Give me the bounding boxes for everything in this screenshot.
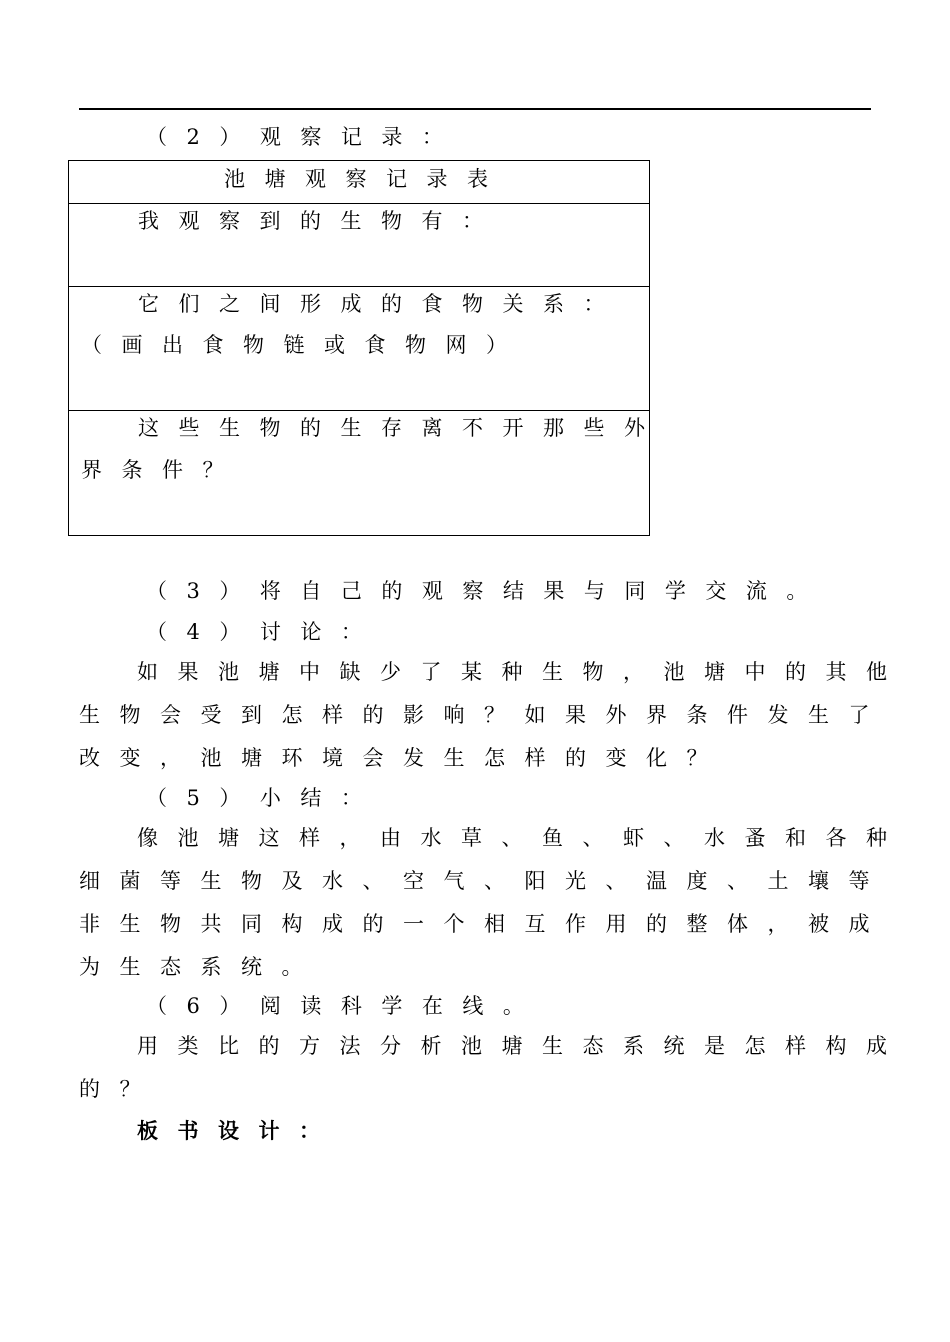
board-design-heading: 板书设计： [137,1118,340,1143]
step-3: （3）将自己的观察结果与同学交流。 [146,579,827,603]
discussion-line: 如果池塘中缺少了某种生物，池塘中的其他 [137,660,907,684]
step-6: （6）阅读科学在线。 [146,994,544,1018]
organisms-prompt: 我观察到的生物有： [138,209,503,233]
food-relations-hint: （画出食物链或食物网） [81,333,527,357]
summary-line: 细菌等生物及水、空气、阳光、温度、土壤等 [79,869,889,893]
food-relations-cell [69,287,650,411]
table-title-cell [69,161,650,204]
observation-table [68,160,665,536]
discussion-line: 生物会受到怎样的影响？如果外界条件发生了 [79,703,889,727]
external-conditions-line1: 这些生物的生存离不开那些外 [138,416,665,440]
summary-line: 非生物共同构成的一个相互作用的整体，被成 [79,912,889,936]
summary-line: 为生态系统。 [79,955,322,979]
organisms-cell [69,204,650,287]
table-title: 池塘观察记录表 [224,167,508,191]
analysis-line: 用类比的方法分析池塘生态系统是怎样构成 [137,1034,907,1058]
header-rule [79,108,871,110]
summary-line: 像池塘这样，由水草、鱼、虾、水蚤和各种 [137,826,907,850]
step-2-heading: （2）观察记录： [146,125,463,149]
external-conditions-line2: 界条件？ [81,458,243,482]
step-4-heading: （4）讨论： [146,620,382,644]
food-relations-prompt: 它们之间形成的食物关系： [138,292,624,316]
analysis-line: 的？ [79,1077,160,1101]
external-conditions-cell [69,411,665,536]
discussion-line: 改变，池塘环境会发生怎样的变化？ [79,746,727,770]
step-5-heading: （5）小结： [146,786,382,810]
